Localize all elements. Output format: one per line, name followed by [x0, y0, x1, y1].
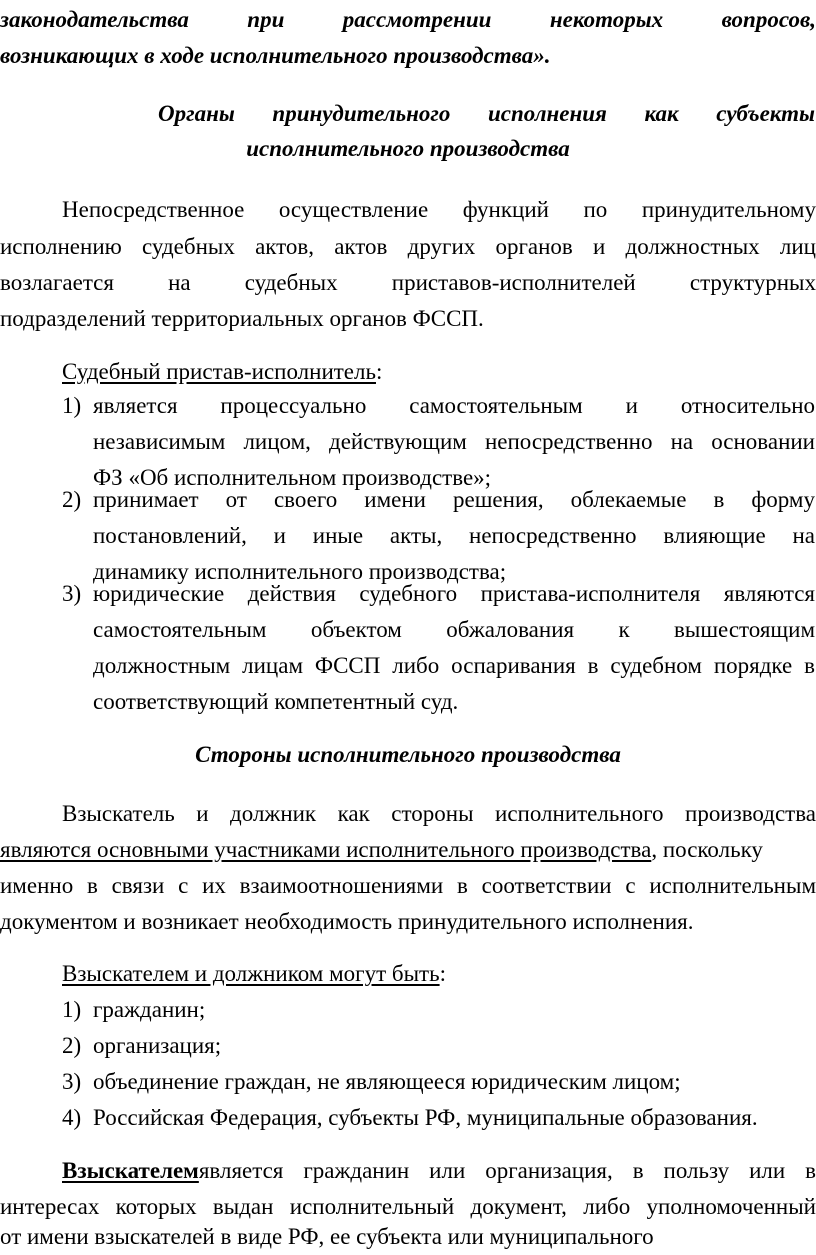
section2-item-2-text: организация;: [93, 1033, 222, 1058]
section1-item-3-line-3: должностным лицам ФССП либо оспаривания в судебном порядке в: [93, 653, 815, 678]
section2-paragraph-line-1: Взыскатель и должник как стороны исполнительного производства: [62, 801, 816, 826]
section1-paragraph-line-1: Непосредственное осуществление функций по принудительному: [62, 197, 816, 222]
intro-line-2: возникающих в ходе исполнительного производства».: [0, 43, 551, 68]
section1-title-line-2: исполнительного производства: [246, 136, 570, 161]
section2-list-heading: [62, 956, 816, 992]
section2-item-4-number: 4): [62, 1105, 82, 1130]
section2-paragraph-line-4: документом и возникает необходимость принудительного исполнения.: [0, 909, 694, 934]
section1-item-1-line-2: независимым лицом, действующим непосредственно на основании: [93, 429, 815, 454]
section2-list-heading-suffix: :: [439, 961, 446, 986]
section1-paragraph-line-2: исполнению судебных актов, актов других органов и должностных лиц: [0, 234, 816, 259]
definition-line-1: [62, 1153, 816, 1189]
section1-paragraph-line-3: возлагается на судебных приставов-исполнителей структурных: [0, 270, 816, 295]
section1-item-2-number: 2): [62, 487, 82, 512]
section1-paragraph-line-4: подразделений территориальных органов ФССП.: [0, 306, 484, 331]
section1-item-2-line-3: динамику исполнительного производства;: [93, 559, 507, 584]
section2-paragraph-line-2-rest: , поскольку: [651, 837, 763, 862]
definition-line-2: интересах которых выдан исполнительный документ, либо уполномоченный: [0, 1194, 816, 1219]
section1-list-heading: [62, 354, 816, 390]
section2-paragraph-underlined: являются основными участниками исполнительного производства: [0, 837, 652, 862]
section2-item-1-text: гражданин;: [93, 997, 206, 1022]
section1-item-2-line-2: постановлений, и иные акты, непосредственно влияющие на: [93, 523, 815, 548]
section2-item-1-number: 1): [62, 997, 82, 1022]
definition-line-1-rest: является гражданин или организация, в пользу или в: [198, 1158, 816, 1183]
section2-item-3-number: 3): [62, 1069, 82, 1094]
section2-item-2-number: 2): [62, 1033, 82, 1058]
section1-item-2-line-1: принимает от своего имени решения, облекаемые в форму: [93, 487, 815, 512]
section2-item-3-text: объединение граждан, не являющееся юридическим лицом;: [93, 1069, 681, 1094]
section1-item-1-line-3: ФЗ «Об исполнительном производстве»;: [93, 465, 492, 490]
section1-title-line-1: Органы принудительного исполнения как субъекты: [158, 101, 815, 126]
section1-item-3-number: 3): [62, 581, 82, 606]
section1-item-3-line-1: юридические действия судебного пристава-исполнителя являются: [93, 581, 815, 606]
section1-list-heading-text: Судебный пристав-исполнитель: [62, 359, 376, 384]
section2-paragraph-line-3: именно в связи с их взаимоотношениями в соответствии с исполнительным: [0, 873, 816, 898]
section1-item-1-line-1: является процессуально самостоятельным и относительно: [93, 393, 815, 418]
section2-item-4-text: Российская Федерация, субъекты РФ, муниципальные образования.: [93, 1105, 758, 1130]
definition-line-3: от имени взыскателей в виде РФ, ее субъекта или муниципального: [0, 1224, 654, 1249]
section2-title: Стороны исполнительного производства: [195, 742, 621, 767]
section2-paragraph-line-2: [0, 832, 816, 868]
definition-term: Взыскателем: [62, 1158, 199, 1183]
section1-list-heading-suffix: :: [375, 359, 383, 384]
section1-item-3-line-2: самостоятельным объектом обжалования к вышестоящим: [93, 617, 815, 642]
section1-item-3-line-4: соответствующий компетентный суд.: [93, 689, 459, 714]
section2-list-heading-text: Взыскателем и должником могут быть: [62, 961, 440, 986]
section1-item-1-number: 1): [62, 393, 82, 418]
intro-line-1: законодательства при рассмотрении некоторых вопросов,: [0, 7, 816, 32]
